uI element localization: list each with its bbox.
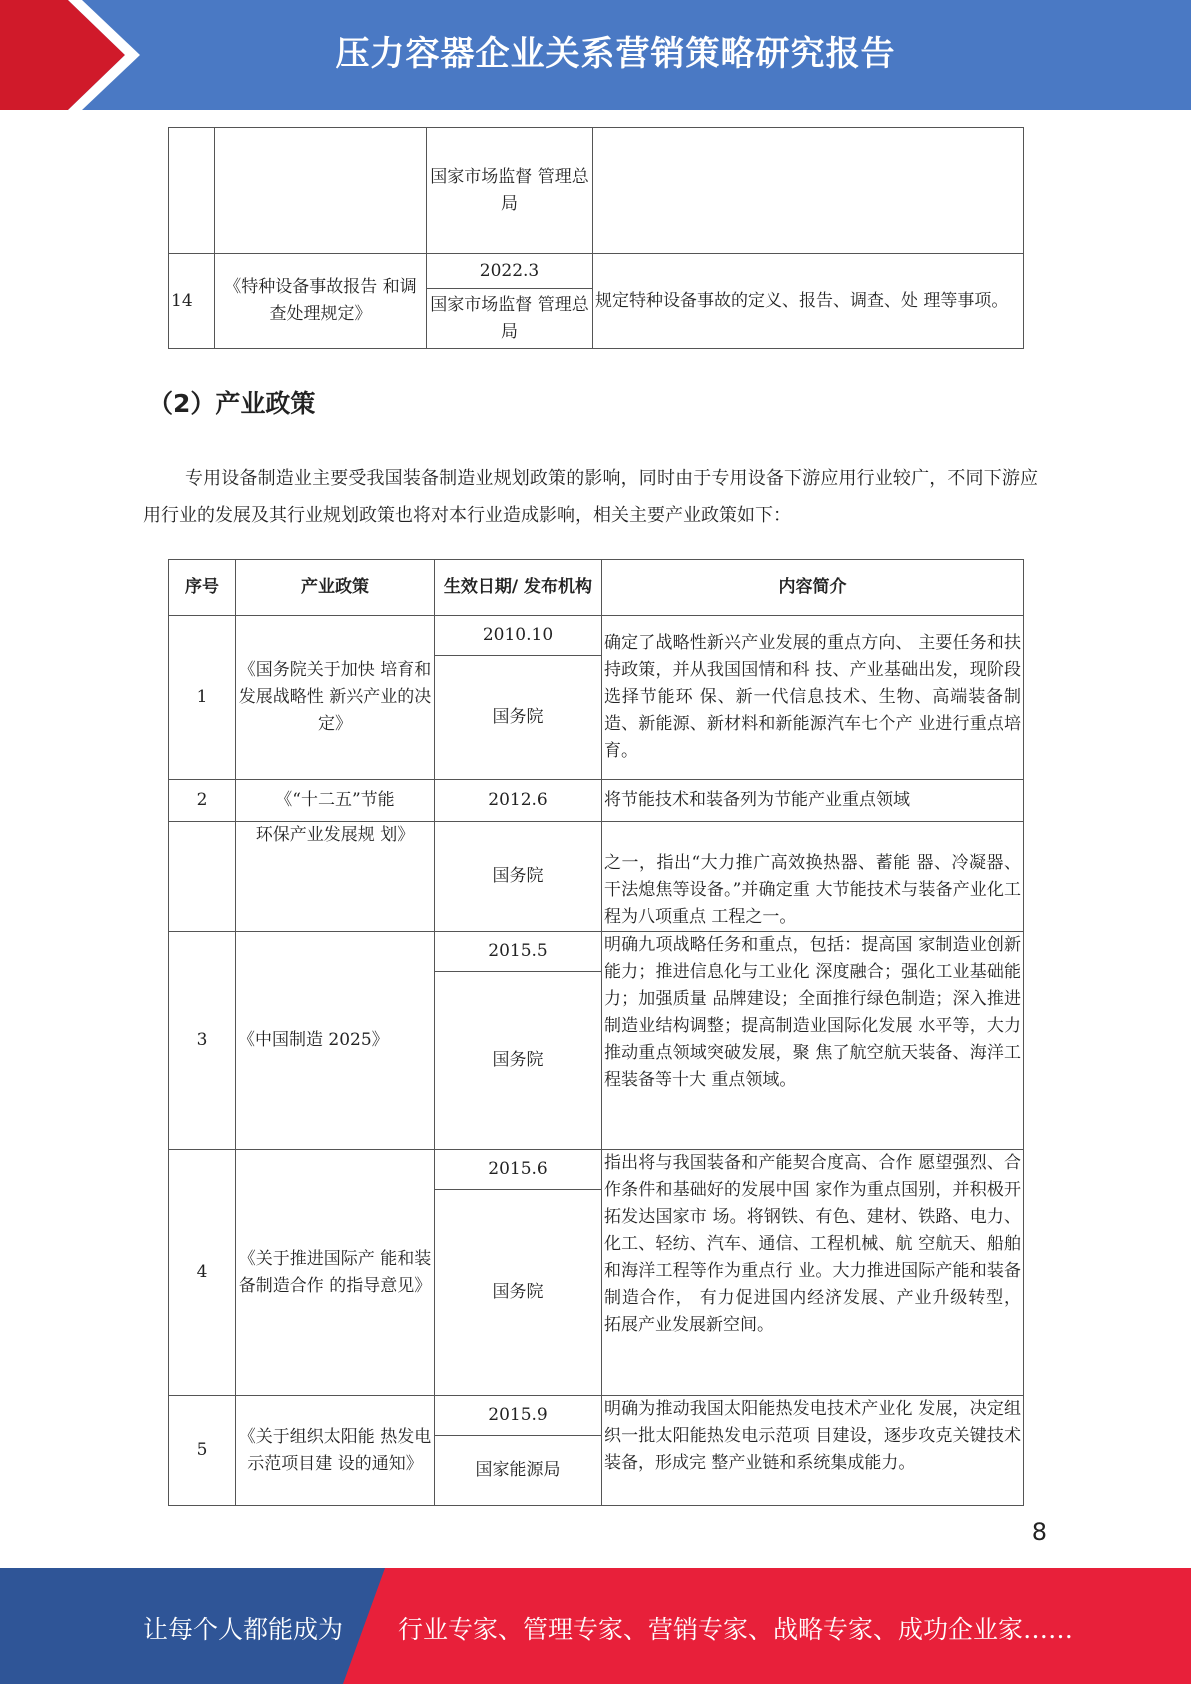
table-row bbox=[169, 1396, 1024, 1436]
policy-name: 《关于组织太阳能 热发电示范项目建 设的通知》 bbox=[236, 1396, 435, 1506]
page-footer bbox=[0, 1568, 1191, 1684]
effective-date: 2015.9 bbox=[435, 1396, 602, 1436]
header-no: 序号 bbox=[169, 560, 236, 616]
page-number: 8 bbox=[1031, 1518, 1047, 1546]
effective-date: 2015.5 bbox=[435, 932, 602, 972]
policy-description: 规定特种设备事故的定义、报告、调查、处 理等事项。 bbox=[593, 254, 1024, 349]
table-header-row bbox=[169, 560, 1024, 616]
row-number: 2 bbox=[169, 780, 236, 822]
page-title: 压力容器企业关系营销策略研究报告 bbox=[335, 34, 896, 74]
row-number: 4 bbox=[169, 1150, 236, 1396]
issuing-org: 国务院 bbox=[435, 972, 602, 1150]
row-number bbox=[169, 128, 215, 254]
empty-cell bbox=[169, 822, 236, 932]
row-number: 14 bbox=[169, 254, 215, 349]
table-row bbox=[169, 780, 1024, 822]
issuing-org: 国务院 bbox=[435, 1190, 602, 1396]
row-number: 5 bbox=[169, 1396, 236, 1506]
table-row bbox=[169, 1150, 1024, 1190]
body-paragraph: 专用设备制造业主要受我国装备制造业规划政策的影响，同时由于专用设备下游应用行业较广，不同下游应用行业的发展及其行业规划政策也将对本行业造成影响，相关主要产业政策如下： bbox=[143, 468, 1038, 526]
issuing-org: 国务院 bbox=[435, 656, 602, 780]
row-number: 3 bbox=[169, 932, 236, 1150]
policy-name bbox=[215, 128, 427, 254]
table-row bbox=[169, 616, 1024, 656]
policy-name: 《国务院关于加快 培育和发展战略性 新兴产业的决定》 bbox=[236, 616, 435, 780]
issuing-org: 国家市场监督 管理总局 bbox=[427, 289, 593, 349]
policy-name: 《特种设备事故报告 和调查处理规定》 bbox=[215, 254, 427, 349]
effective-date: 2012.6 bbox=[435, 780, 602, 822]
policy-description: 之一，指出“大力推广高效换热器、蓄能 器、冷凝器、干法熄焦等设备。”并确定重 大节能技术与装备产业化工程为八项重点 工程之一。 bbox=[602, 822, 1024, 932]
row-number: 1 bbox=[169, 616, 236, 780]
effective-date: 2015.6 bbox=[435, 1150, 602, 1190]
policy-description: 明确为推动我国太阳能热发电技术产业化 发展，决定组织一批太阳能热发电示范项 目建设，逐步攻克关键技术装备，形成完 整产业链和系统集成能力。 bbox=[602, 1396, 1024, 1506]
table-row bbox=[169, 254, 1024, 289]
table-row bbox=[169, 128, 1024, 254]
issuing-org: 国家能源局 bbox=[435, 1436, 602, 1506]
policy-name: 《中国制造 2025》 bbox=[236, 932, 435, 1150]
industry-policy-table bbox=[168, 559, 1024, 1506]
table-row bbox=[169, 822, 1024, 932]
page-header bbox=[0, 0, 1191, 110]
policy-name: 《关于推进国际产 能和装备制造合作 的指导意见》 bbox=[236, 1150, 435, 1396]
footer-slogan-right: 行业专家、管理专家、营销专家、战略专家、成功企业家…… bbox=[398, 1615, 1074, 1644]
policy-description: 明确九项战略任务和重点，包括：提高国 家制造业创新能力；推进信息化与工业化 深度融合；强化工业基础能力；加强质量 品牌建设；全面推行绿色制造；深入推进 制造业结构调整；提高制造业国际化发展 水平等，大力推动重点领域突破发展，聚 焦了航空航天装备、海洋工程装备等十大 重点领域。 bbox=[602, 932, 1024, 1150]
effective-date: 2022.3 bbox=[427, 254, 593, 289]
policy-description: 将节能技术和装备列为节能产业重点领域 bbox=[602, 780, 1024, 822]
footer-slogan-left: 让每个人都能成为 bbox=[143, 1615, 344, 1644]
policy-description: 确定了战略性新兴产业发展的重点方向、 主要任务和扶持政策，并从我国国情和科 技、产业基础出发，现阶段选择节能环 保、新一代信息技术、生物、高端装备制 造、新能源、新材料和新能源汽车七个产 业进行重点培育。 bbox=[602, 616, 1024, 780]
regulation-table-continued bbox=[168, 127, 1024, 349]
policy-description: 指出将与我国装备和产能契合度高、合作 愿望强烈、合作条件和基础好的发展中国 家作为重点国别，并积极开拓发达国家市 场。将钢铁、有色、建材、铁路、电力、 化工、轻纺、汽车、通信、工程机械、航 空航天、船舶和海洋工程等作为重点行 业。大力推进国际产能和装备制造合作， 有力促进国内经济发展、产业升级转型， 拓展产业发展新空间。 bbox=[602, 1150, 1024, 1396]
header-date-org: 生效日期/ 发布机构 bbox=[435, 560, 602, 616]
policy-description bbox=[593, 128, 1024, 254]
issuing-org: 国家市场监督 管理总局 bbox=[427, 128, 593, 254]
header-policy: 产业政策 bbox=[236, 560, 435, 616]
effective-date: 2010.10 bbox=[435, 616, 602, 656]
header-desc: 内容简介 bbox=[602, 560, 1024, 616]
policy-name: 《“十二五”节能 bbox=[236, 780, 435, 822]
issuing-org: 国务院 bbox=[435, 822, 602, 932]
table-row bbox=[169, 932, 1024, 972]
section-heading: （2）产业政策 bbox=[148, 389, 316, 418]
policy-name: 环保产业发展规 划》 bbox=[236, 822, 435, 932]
